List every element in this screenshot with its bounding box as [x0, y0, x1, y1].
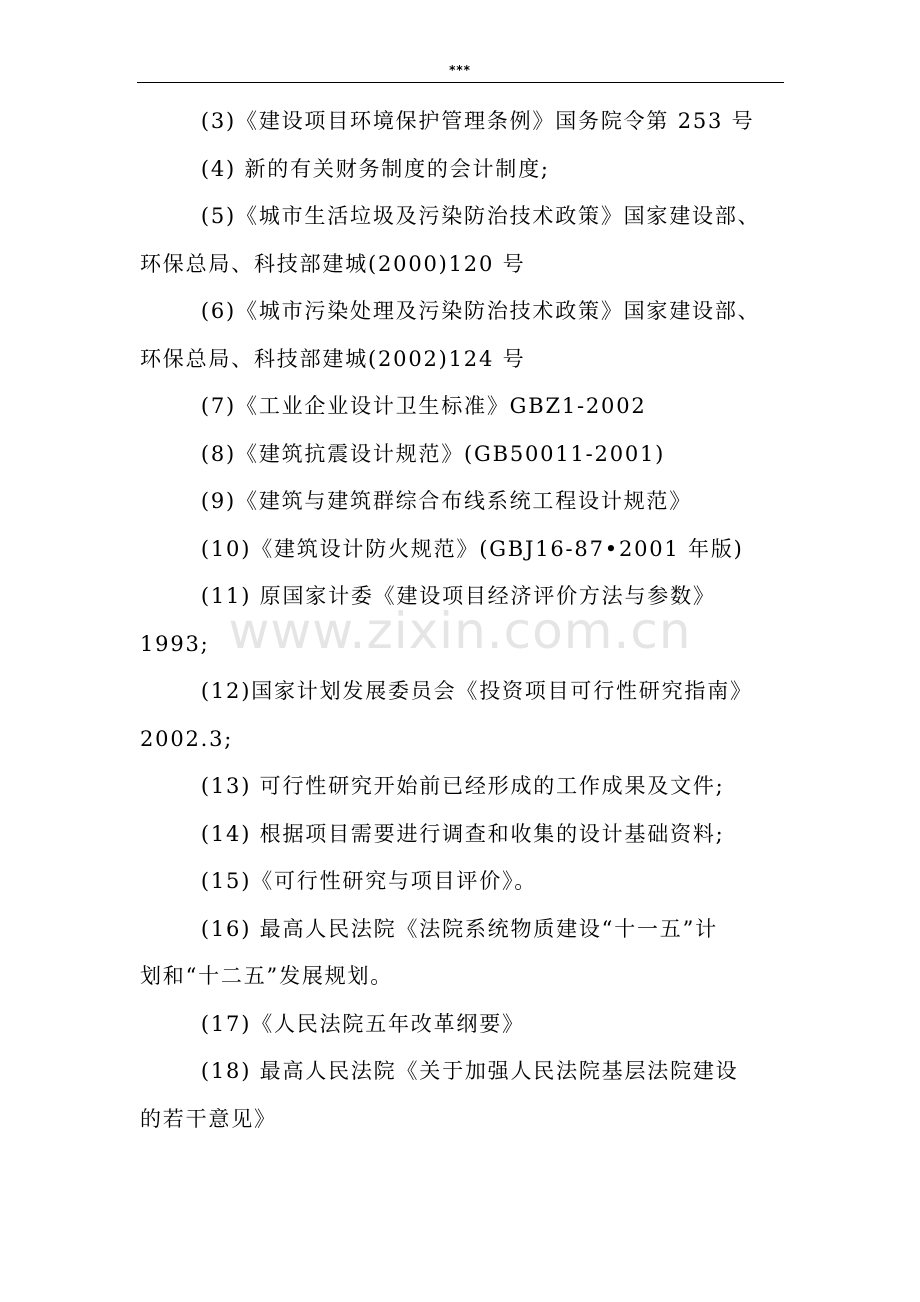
header-divider [137, 82, 784, 83]
list-item [140, 478, 785, 526]
list-item [140, 573, 785, 668]
list-item-line: 环保总局、科技部建城(2002)124 号 [140, 346, 526, 371]
list-item-line: (12)国家计划发展委员会《投资项目可行性研究指南》 [200, 679, 753, 703]
list-item-line: (18) 最高人民法院《关于加强人民法院基层法院建设 [200, 1059, 739, 1083]
list-item [140, 526, 785, 574]
list-item [140, 98, 785, 146]
list-item-line: (14) 根据项目需要进行调查和收集的设计基础资料; [200, 821, 725, 846]
list-item-line: (3)《建设项目环境保护管理条例》国务院令第 253 号 [200, 109, 755, 133]
list-item [140, 763, 785, 811]
list-item [140, 1001, 785, 1049]
list-item-line: (17)《人民法院五年改革纲要》 [200, 1011, 525, 1036]
page-header-mark: *** [449, 63, 471, 77]
list-item-line: (10)《建筑设计防火规范》(GBJ16-87•2001 年版) [200, 536, 744, 561]
list-item-line: (16) 最高人民法院《法院系统物质建设“十一五”计 [200, 916, 718, 941]
list-item [140, 1048, 785, 1143]
list-item-line: (5)《城市生活垃圾及污染防治技术政策》国家建设部、 [200, 204, 761, 228]
list-item [140, 668, 785, 763]
watermark: www.zixin.com.cn [228, 602, 692, 660]
list-item [140, 431, 785, 479]
list-item-line: 2002.3; [140, 726, 234, 751]
list-item [140, 383, 785, 431]
list-item-line: (13) 可行性研究开始前已经形成的工作成果及文件; [200, 774, 725, 798]
list-item [140, 193, 785, 288]
list-item-line: 1993; [140, 631, 210, 656]
list-item [140, 858, 785, 906]
list-item [140, 906, 785, 1001]
list-item-line: 环保总局、科技部建城(2000)120 号 [140, 251, 526, 276]
list-item-line: (11) 原国家计委《建设项目经济评价方法与参数》 [200, 584, 716, 608]
list-item-line: (7)《工业企业设计卫生标准》GBZ1-2002 [200, 394, 647, 418]
list-item [140, 146, 785, 194]
list-item-line: (4) 新的有关财务制度的会计制度; [200, 156, 550, 181]
list-item-line: (8)《建筑抗震设计规范》(GB50011-2001) [200, 441, 666, 466]
list-item [140, 811, 785, 859]
list-item-line: (9)《建筑与建筑群综合布线系统工程设计规范》 [200, 489, 693, 513]
list-item [140, 288, 785, 383]
list-item-line: (15)《可行性研究与项目评价》。 [200, 869, 538, 893]
list-item-line: 划和“十二五”发展规划。 [140, 964, 394, 988]
reference-list [140, 98, 785, 1143]
list-item-line: 的若干意见》 [140, 1106, 277, 1131]
list-item-line: (6)《城市污染处理及污染防治技术政策》国家建设部、 [200, 299, 761, 323]
